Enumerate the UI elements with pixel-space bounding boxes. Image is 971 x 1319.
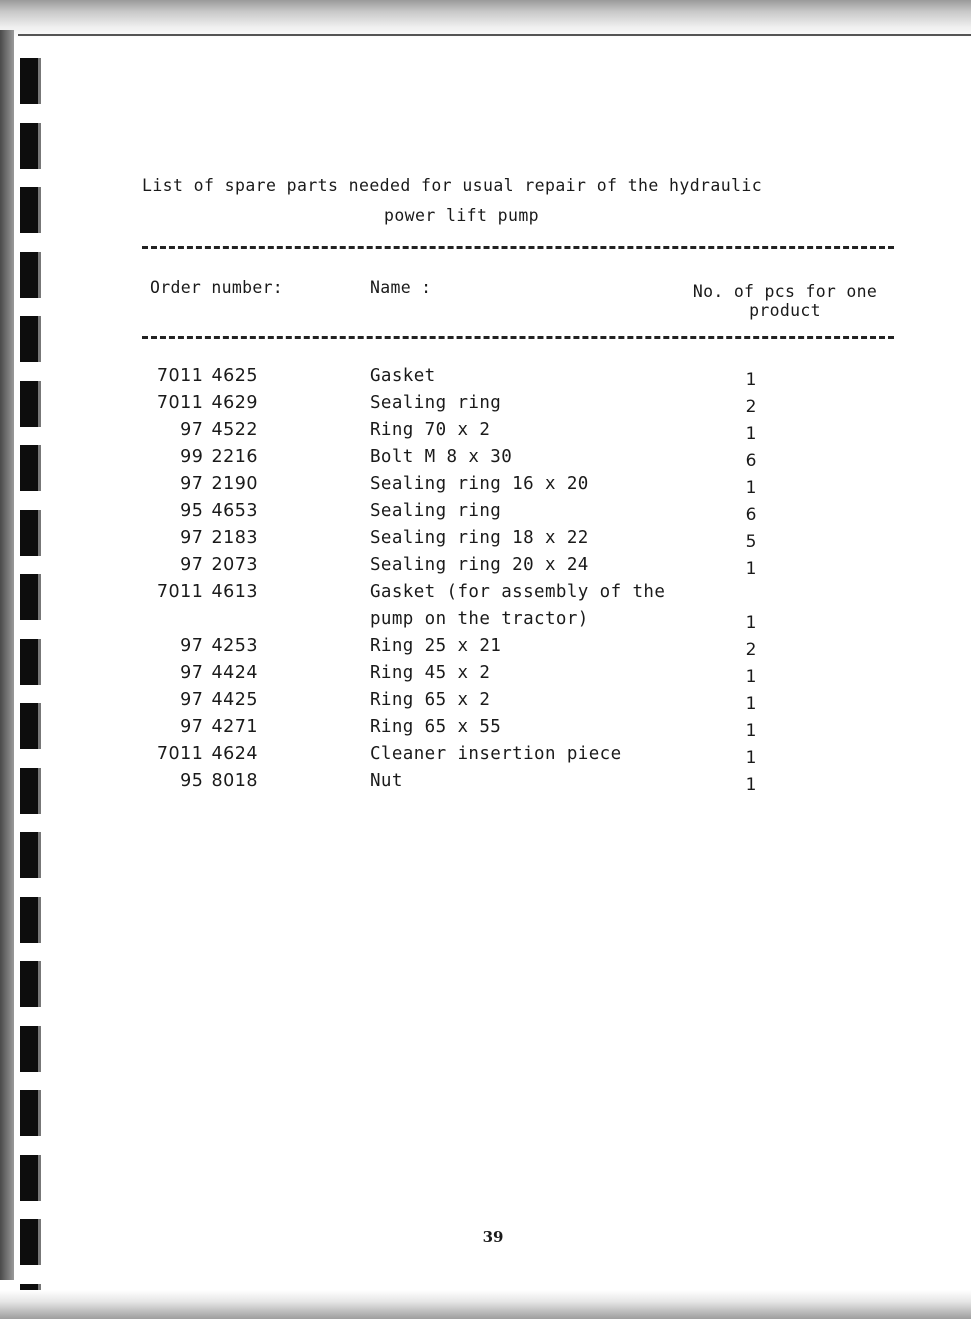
quantity: 6: [745, 505, 757, 525]
order-number: [180, 663, 258, 683]
quantity: 1: [745, 775, 757, 795]
binding-hole: [20, 1090, 41, 1136]
binding-hole: [20, 897, 41, 943]
part-name: Sealing ring: [370, 501, 502, 521]
quantity: 1: [745, 613, 757, 633]
binding-hole: [20, 252, 41, 298]
order-number-prefix: 97: [180, 420, 204, 440]
page-top-edge: [18, 34, 971, 36]
binding-hole: [20, 187, 41, 233]
table-row: [0, 771, 971, 798]
table-row: [0, 582, 971, 609]
table-row: [0, 366, 971, 393]
order-number: [180, 528, 258, 548]
column-header-quantity: [680, 282, 890, 320]
order-number: [180, 717, 258, 737]
order-number-suffix: 2183: [211, 528, 258, 548]
table-row: [0, 744, 971, 771]
binding-hole: [20, 832, 41, 878]
order-number-prefix: 99: [180, 447, 204, 467]
part-name: Sealing ring 16 x 20: [370, 474, 589, 494]
binding-hole: [20, 58, 41, 104]
order-number-prefix: 97: [180, 555, 204, 575]
quantity: 1: [745, 667, 757, 687]
order-number-suffix: 4271: [211, 717, 258, 737]
order-number: [157, 744, 258, 764]
order-number-prefix: 7011: [156, 582, 204, 602]
table-row: [0, 609, 971, 636]
order-number: [180, 771, 258, 791]
part-name: Nut: [370, 771, 403, 791]
order-number-suffix: 2216: [211, 447, 258, 467]
part-name: Gasket (for assembly of the: [370, 582, 666, 602]
quantity: 1: [745, 748, 757, 768]
order-number: [157, 366, 258, 386]
order-number-suffix: 4625: [211, 366, 258, 386]
part-name: Ring 70 x 2: [370, 420, 491, 440]
column-header-quantity-line1: No. of pcs for one: [692, 282, 878, 301]
table-row: [0, 420, 971, 447]
order-number: [180, 501, 258, 521]
order-number-suffix: 2190: [211, 474, 258, 494]
page-number: 39: [482, 1228, 504, 1246]
quantity: 5: [745, 532, 757, 552]
order-number: [250, 609, 258, 629]
table-row: [0, 690, 971, 717]
quantity: 1: [745, 721, 757, 741]
order-number-prefix: 97: [180, 528, 204, 548]
binding-hole: [20, 316, 41, 362]
quantity: 6: [745, 451, 757, 471]
binding-hole: [20, 1026, 41, 1072]
order-number: [180, 636, 258, 656]
part-name: Sealing ring 20 x 24: [370, 555, 589, 575]
part-name: Bolt M 8 x 30: [370, 447, 513, 467]
order-number-prefix: 97: [180, 474, 204, 494]
order-number-suffix: 4629: [211, 393, 258, 413]
order-number-suffix: 8018: [211, 771, 258, 791]
order-number-suffix: 4613: [211, 582, 258, 602]
part-name: Ring 65 x 55: [370, 717, 502, 737]
quantity: 1: [745, 370, 757, 390]
part-name: Ring 25 x 21: [370, 636, 502, 656]
part-name: Ring 65 x 2: [370, 690, 491, 710]
order-number: [180, 474, 258, 494]
header-top-rule: [142, 246, 894, 249]
part-name: Cleaner insertion piece: [370, 744, 622, 764]
column-header-order-number: Order number:: [150, 278, 284, 297]
order-number-suffix: 4424: [211, 663, 258, 683]
order-number-prefix: 97: [180, 636, 204, 656]
order-number-prefix: 97: [180, 663, 204, 683]
table-row: [0, 555, 971, 582]
order-number-suffix: 2073: [211, 555, 258, 575]
quantity: 1: [745, 694, 757, 714]
binding-hole: [20, 1219, 41, 1265]
table-row: [0, 528, 971, 555]
column-header-quantity-line2: product: [749, 301, 821, 320]
document-subtitle: power lift pump: [384, 206, 540, 225]
quantity: 2: [745, 397, 757, 417]
order-number-suffix: 4624: [211, 744, 258, 764]
table-row: [0, 393, 971, 420]
order-number-prefix: 95: [180, 501, 204, 521]
order-number: [180, 447, 258, 467]
table-row: [0, 636, 971, 663]
order-number-suffix: 4425: [211, 690, 258, 710]
order-number-suffix: 4522: [211, 420, 258, 440]
part-name: Sealing ring 18 x 22: [370, 528, 589, 548]
part-name: Gasket: [370, 366, 436, 386]
order-number: [180, 690, 258, 710]
part-name: Sealing ring: [370, 393, 502, 413]
order-number-prefix: 7011: [156, 744, 204, 764]
order-number-prefix: 7011: [156, 393, 204, 413]
quantity: 1: [745, 478, 757, 498]
binding-hole: [20, 961, 41, 1007]
table-row: [0, 501, 971, 528]
order-number-suffix: 4653: [211, 501, 258, 521]
order-number-prefix: 7011: [156, 366, 204, 386]
order-number: [180, 555, 258, 575]
order-number: [157, 582, 258, 602]
scan-top-shadow: [0, 0, 971, 38]
header-bottom-rule: [142, 336, 894, 339]
order-number: [180, 420, 258, 440]
part-name: pump on the tractor): [370, 609, 589, 629]
quantity: 2: [745, 640, 757, 660]
table-row: [0, 663, 971, 690]
table-row: [0, 474, 971, 501]
table-row: [0, 447, 971, 474]
order-number-prefix: 95: [180, 771, 204, 791]
quantity: 1: [745, 559, 757, 579]
part-name: Ring 45 x 2: [370, 663, 491, 683]
order-number-prefix: 97: [180, 690, 204, 710]
order-number-suffix: 4253: [211, 636, 258, 656]
order-number: [157, 393, 258, 413]
binding-hole: [20, 1155, 41, 1201]
order-number-prefix: 97: [180, 717, 204, 737]
table-row: [0, 717, 971, 744]
binding-hole: [20, 123, 41, 169]
quantity: 1: [745, 424, 757, 444]
parts-table: [0, 366, 971, 798]
column-header-name: Name :: [370, 278, 432, 297]
scan-bottom-shadow: [0, 1290, 971, 1319]
document-title: List of spare parts needed for usual repair of the hydraulic: [142, 176, 763, 195]
